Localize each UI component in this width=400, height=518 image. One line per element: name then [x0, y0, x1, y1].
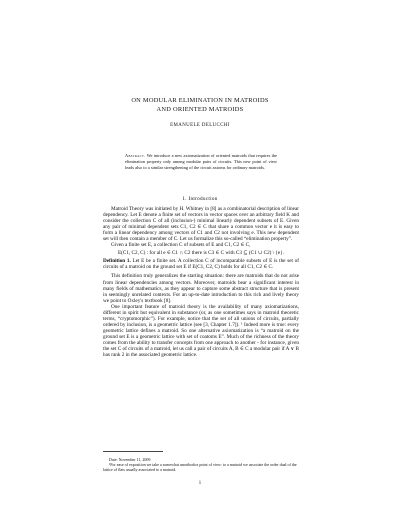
title-line-1: ON MODULAR ELIMINATION IN MATROIDS [131, 97, 269, 104]
abstract-label: Abstract. [125, 153, 146, 158]
footnote-date: Date: November 11, 2009. [109, 457, 152, 462]
section-heading: 1. Introduction [182, 196, 218, 202]
footnote-rule [103, 451, 163, 452]
abstract [125, 153, 277, 172]
title-line-2: AND ORIENTED MATROIDS [156, 106, 244, 113]
page-number: 1 [198, 481, 202, 486]
paragraph-2: Given a finite set E, a collection C of subsets of E and C1, C2 ∈ C, [111, 242, 251, 249]
paragraph-3: This definition truly generalizes the starting situation: there are matroids that do not arise from linear dependencies among vectors. Moreover, matroids bear a significant interest in many fields of mathematics, as they appear to capture some abstract structure that is present in seemingly unrelated contexts. For an up-to-date introduction to this rich and lively theory we point to Oxley's textbook [8]. [103, 273, 299, 304]
paragraph-4: One important feature of matroid theory is the availability of many axiomatizations, different in spirit but equivalent in substance (or, as one sometimes says in matroid theoretic terms, “cryptomorphic”). For example, notice that the set of all unions of circuits, partially ordered by inclusion, is a geometric lattice (see [3, Chapter 1.7]). ¹ Indeed more is true: every geometric lattice defines a matroid. So one alternative axiomatization is “a matroid on the ground set E is a geometric lattice with set of coatoms E”. Much of the richness of the theory comes from the ability to transfer concepts from one approach to another - for instance, given the set C of circuits of a matroid, let us call a pair of circuits A, B ∈ C a modular pair if A ∨ B has rank 2 in the associated geometric lattice. [103, 303, 299, 359]
paragraph-1: Matroid Theory was initiated by H. Whitney in [8] as a combinatorial description of linear dependency. Let E denote a finite set of vectors in vector spaces over an arbitrary field K and consider the collection C of all (inclusion-) minimal linearly dependent subsets of E. Given any pair of minimal dependent sets C1, C2 ∈ C that share a common vector e it is easy to form a linear dependency among vectors of C1 and C2 not involving e. This new dependent set will then contain a member of C. Let us formalize this so-called “elimination property”. [103, 206, 299, 243]
footnote-1: ¹For ease of exposition we take a somewhat unorthodox point of view: to a matroid we associate the order dual of the lattice of flats usually associated to a matroid. [103, 462, 297, 473]
paper-title [0, 96, 400, 114]
elimination-formula: E(C1, C2, C) : for all e ∈ C1 ∩ C2 there is C3 ∈ C with C3 ⊆ (C1 ∪ C2) \ {e}. [117, 250, 285, 257]
author-name: EMANUELE DELUCCHI [170, 123, 230, 128]
footnotes [103, 457, 299, 473]
definition-label: Definition 1. [103, 258, 131, 265]
definition-1 [103, 258, 299, 270]
abstract-text: We introduce a new axiomatization of oriented matroids that requires the elimination property only among modular pairs of circuits. This new point of view leads also to a similar strengthening of the circuit axioms for ordinary matroids. [125, 153, 277, 171]
definition-text: Let E be a finite set. A collection C of incomparable subsets of E is the set of circuits of a matroid on the ground set E if E(C1, C2, C) holds for all C1, C2 ∈ C. [103, 258, 299, 271]
body-text [103, 206, 299, 358]
